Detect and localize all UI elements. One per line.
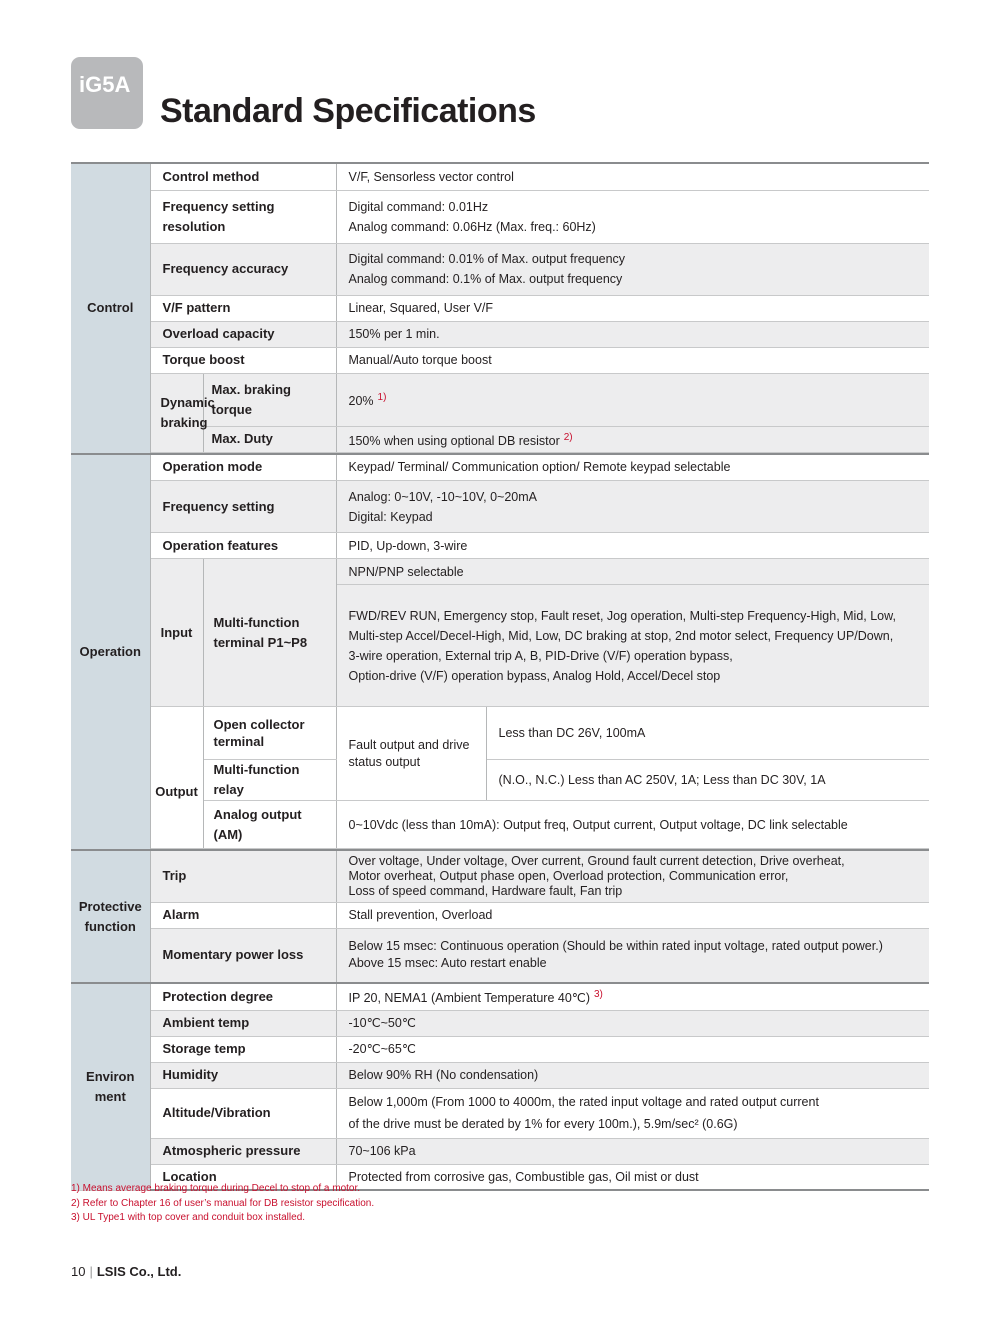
- value-frequency-setting: Analog: 0~10V, -10~10V, 0~20mA Digital: Keypad: [336, 481, 929, 533]
- label-humidity: Humidity: [150, 1062, 336, 1088]
- value-alarm: Stall prevention, Overload: [336, 902, 929, 928]
- label-freq-resolution: Frequency setting resolution: [150, 190, 336, 243]
- value-torque-boost: Manual/Auto torque boost: [336, 347, 929, 373]
- label-location: Location: [150, 1164, 336, 1190]
- value-operation-mode: Keypad/ Terminal/ Communication option/ Remote keypad selectable: [336, 454, 929, 481]
- footnote-ref-1: 1): [377, 392, 387, 403]
- label-torque-boost: Torque boost: [150, 347, 336, 373]
- label-dynamic-braking: Dynamic braking: [150, 373, 203, 452]
- value-freq-resolution: Digital command: 0.01Hz Analog command: 0.06Hz (Max. freq.: 60Hz): [336, 190, 929, 243]
- value-control-method: V/F, Sensorless vector control: [336, 163, 929, 190]
- value-analog-output: 0~10Vdc (less than 10mA): Output freq, Output current, Output voltage, DC link selectable: [336, 801, 929, 849]
- value-storage-temp: -20℃~65℃: [336, 1036, 929, 1062]
- label-overload: Overload capacity: [150, 321, 336, 347]
- value-max-duty: 150% when using optional DB resistor $^{2)}$: [336, 426, 929, 452]
- label-control-method: Control method: [150, 163, 336, 190]
- label-atmospheric-pressure: Atmospheric pressure: [150, 1138, 336, 1164]
- value-open-collector: Less than DC 26V, 100mA: [486, 707, 929, 760]
- label-output: Output: [150, 707, 203, 849]
- label-analog-output: Analog output (AM): [203, 801, 336, 849]
- value-ambient-temp: -10℃~50℃: [336, 1010, 929, 1036]
- product-badge: iG5A: [71, 57, 143, 129]
- category-control: Control: [71, 163, 150, 454]
- label-max-braking-torque: Max. braking torque: [203, 373, 336, 426]
- value-trip: Over voltage, Under voltage, Over current, Ground fault current detection, Drive overheat, Motor overheat, Output phase open, Overload protection, Communication error, Loss of speed command, Hardware fault, Fan trip: [336, 850, 929, 902]
- label-freq-accuracy: Frequency accuracy: [150, 243, 336, 295]
- label-protection-degree: Protection degree: [150, 983, 336, 1010]
- footnote-ref-2: 2): [563, 431, 573, 443]
- page-number: 10: [71, 1264, 86, 1279]
- value-humidity: Below 90% RH (No condensation): [336, 1062, 929, 1088]
- footnote-ref-3: 3): [593, 989, 603, 1001]
- label-altitude-vibration: Altitude/Vibration: [150, 1088, 336, 1138]
- value-multi-function-relay: (N.O., N.C.) Less than AC 250V, 1A; Less than DC 30V, 1A: [486, 760, 929, 801]
- value-atmospheric-pressure: 70~106 kPa: [336, 1138, 929, 1164]
- category-protective-function: Protective function: [71, 850, 150, 983]
- spec-table: [71, 162, 929, 1191]
- label-storage-temp: Storage temp: [150, 1036, 336, 1062]
- value-protection-degree: IP 20, NEMA1 (Ambient Temperature 40℃) $^{3)}$: [336, 983, 929, 1010]
- footnote-3: 3) UL Type1 with top cover and conduit box installed.: [71, 1212, 306, 1223]
- value-overload: 150% per 1 min.: [336, 321, 929, 347]
- value-operation-features: PID, Up-down, 3-wire: [336, 533, 929, 559]
- label-alarm: Alarm: [150, 902, 336, 928]
- value-max-braking-torque: 20% $^{1)}$: [336, 373, 929, 426]
- label-input: Input: [150, 559, 203, 707]
- page-title: Standard Specifications: [160, 92, 536, 130]
- value-fault-output: Fault output and drive status output: [336, 707, 486, 801]
- value-location: Protected from corrosive gas, Combustible gas, Oil mist or dust: [336, 1164, 929, 1190]
- label-multi-function-relay: Multi-function relay: [203, 760, 336, 801]
- label-operation-features: Operation features: [150, 533, 336, 559]
- value-vf-pattern: Linear, Squared, User V/F: [336, 295, 929, 321]
- label-operation-mode: Operation mode: [150, 454, 336, 481]
- value-altitude-vibration: Below 1,000m (From 1000 to 4000m, the rated input voltage and rated output current of the drive must be derated by 1% for every 100m.), 5.9m/sec² (0.6G): [336, 1088, 929, 1138]
- value-npn-pnp: NPN/PNP selectable: [336, 559, 929, 585]
- label-vf-pattern: V/F pattern: [150, 295, 336, 321]
- company-name: LSIS Co., Ltd.: [96, 1264, 182, 1279]
- label-frequency-setting: Frequency setting: [150, 481, 336, 533]
- footnotes: [71, 1182, 374, 1226]
- label-ambient-temp: Ambient temp: [150, 1010, 336, 1036]
- footnote-2: 2) Refer to Chapter 16 of user’s manual for DB resistor specification.: [71, 1197, 375, 1209]
- value-input-functions: FWD/REV RUN, Emergency stop, Fault reset, Jog operation, Multi-step Frequency-High, Mid, Low, Multi-step Accel/Decel-High, Mid, Low, DC braking at stop, 2nd motor select, Frequency UP/Down, 3-wire operation, External trip A, B, PID-Drive (V/F) operation bypass, Option-drive (V/F) operation bypass, Analog Hold, Accel/Decel stop: [336, 585, 929, 707]
- category-operation: Operation: [71, 454, 150, 851]
- label-momentary-power-loss: Momentary power loss: [150, 928, 336, 983]
- value-momentary-power-loss: Below 15 msec: Continuous operation (Should be within rated input voltage, rated output power.) Above 15 msec: Auto restart enable: [336, 928, 929, 983]
- label-max-duty: Max. Duty: [203, 426, 336, 452]
- value-freq-accuracy: Digital command: 0.01% of Max. output frequency Analog command: 0.1% of Max. output frequency: [336, 243, 929, 295]
- label-multi-function-terminal: Multi-function terminal P1~P8: [203, 559, 336, 707]
- label-trip: Trip: [150, 850, 336, 902]
- category-environment: Environ ment: [71, 983, 150, 1190]
- footnote-1: 1) Means average braking torque during Decel to stop of a motor.: [71, 1183, 361, 1194]
- label-open-collector: Open collector terminal: [203, 707, 336, 760]
- page-footer: 10 | LSIS Co., Ltd.: [71, 1264, 182, 1279]
